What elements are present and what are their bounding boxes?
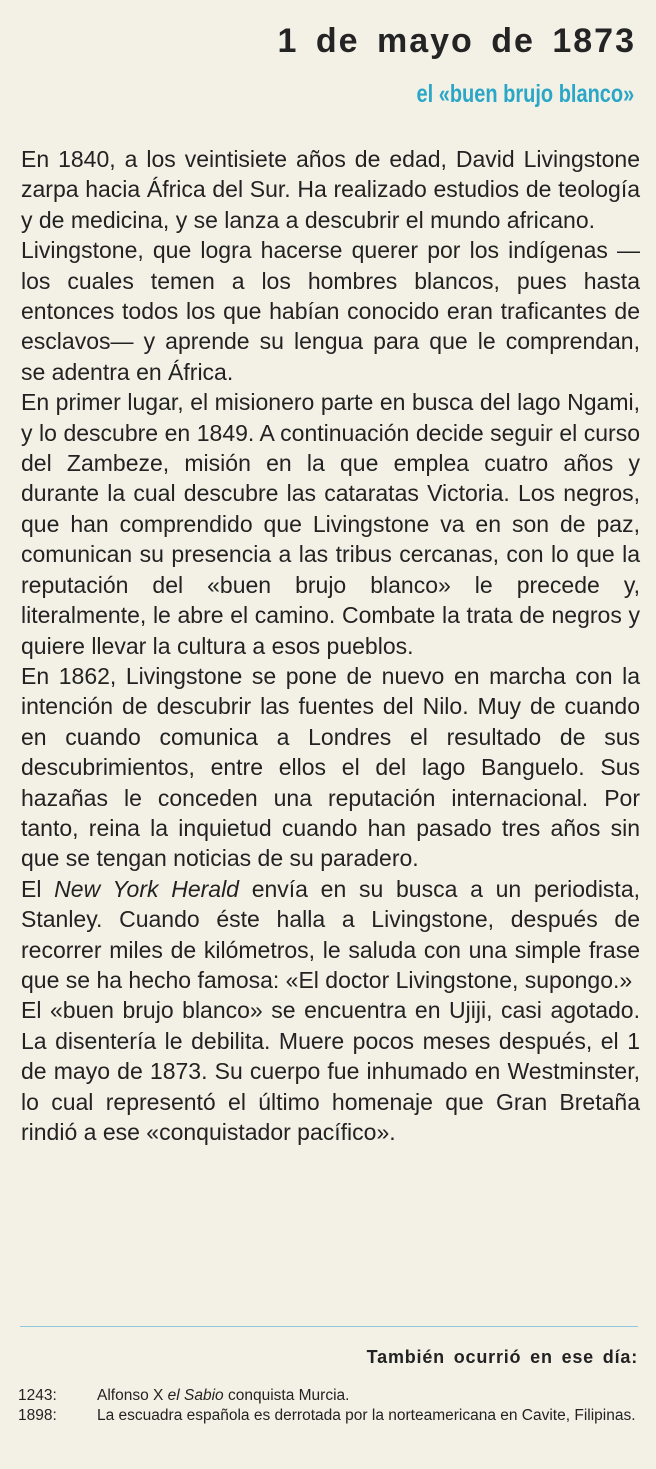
article-body: [21, 144, 640, 1147]
event-year: 1243:: [18, 1387, 57, 1404]
event-text: [97, 1386, 640, 1406]
paragraph-1: En 1840, a los veintisiete años de edad, David Livingstone zarpa hacia África del Sur. Ha realizado estudios de teología y de medicina, y se lanza a descubrir el mundo africano.: [21, 146, 640, 233]
paragraph-2: Livingstone, que logra hacerse querer por los indígenas —los cuales temen a los hombres blancos, pues hasta entonces todos los que habían conocido eran traficantes de esclavos— y aprende su lengua para que le comprendan, se adentra en África.: [21, 237, 640, 385]
event-row: [18, 1406, 640, 1426]
event-year: 1898:: [18, 1406, 57, 1424]
paragraph-5: [21, 874, 640, 996]
event-text-italic: el Sabio: [167, 1387, 224, 1404]
newspaper-name: New York Herald: [54, 875, 239, 902]
paragraph-5-after: envía en su busca a un periodista, Stanley. Cuando éste halla a Livingstone, después de recorrer miles de kilómetros, le saluda con una simple frase que se ha hecho famosa: «El doctor Livingstone, supongo.»: [21, 875, 640, 993]
paragraph-4: En 1862, Livingstone se pone de nuevo en marcha con la intención de descubrir las fuentes del Nilo. Muy de cuando en cuando comunica a Londres el resultado de sus descubrimientos, entre ellos el del lago Banguelo. Sus hazañas le conceden una reputación internacional. Por tanto, reina la inquietud cuando han pasado tres años sin que se tengan noticias de su paradero.: [21, 662, 640, 872]
events-list: [18, 1386, 640, 1426]
event-text-after: conquista Murcia.: [223, 1387, 350, 1404]
also-heading: También ocurrió en ese día:: [366, 1347, 638, 1367]
paragraph-5-before: El: [21, 875, 55, 902]
section-divider: [20, 1326, 638, 1327]
event-text: La escuadra española es derrotada por la norteamericana en Cavite, Filipinas.: [97, 1406, 636, 1424]
date-title: 1 de mayo de 1873: [277, 22, 636, 60]
paragraph-3: En primer lugar, el misionero parte en busca del lago Ngami, y lo descubre en 1849. A continuación decide seguir el curso del Zambeze, misión en la que emplea cuatro años y durante la cual descubre las cataratas Victoria. Los negros, que han comprendido que Livingstone va en son de paz, comunican su presencia a las tribus cercanas, con lo que la reputación del «buen brujo blanco» le precede y, literalmente, le abre el camino. Combate la trata de negros y quiere llevar la cultura a esos pueblos.: [21, 389, 640, 659]
paragraph-6: El «buen brujo blanco» se encuentra en Ujiji, casi agotado. La disentería le debilita. Muere pocos meses después, el 1 de mayo de 1873. Su cuerpo fue inhumado en Westminster, lo cual representó el último homenaje que Gran Bretaña rindió a ese «conquistador pacífico».: [21, 997, 640, 1145]
event-row: [18, 1386, 640, 1406]
event-text-before: Alfonso X: [97, 1387, 168, 1404]
subtitle: el «buen brujo blanco»: [416, 80, 634, 108]
